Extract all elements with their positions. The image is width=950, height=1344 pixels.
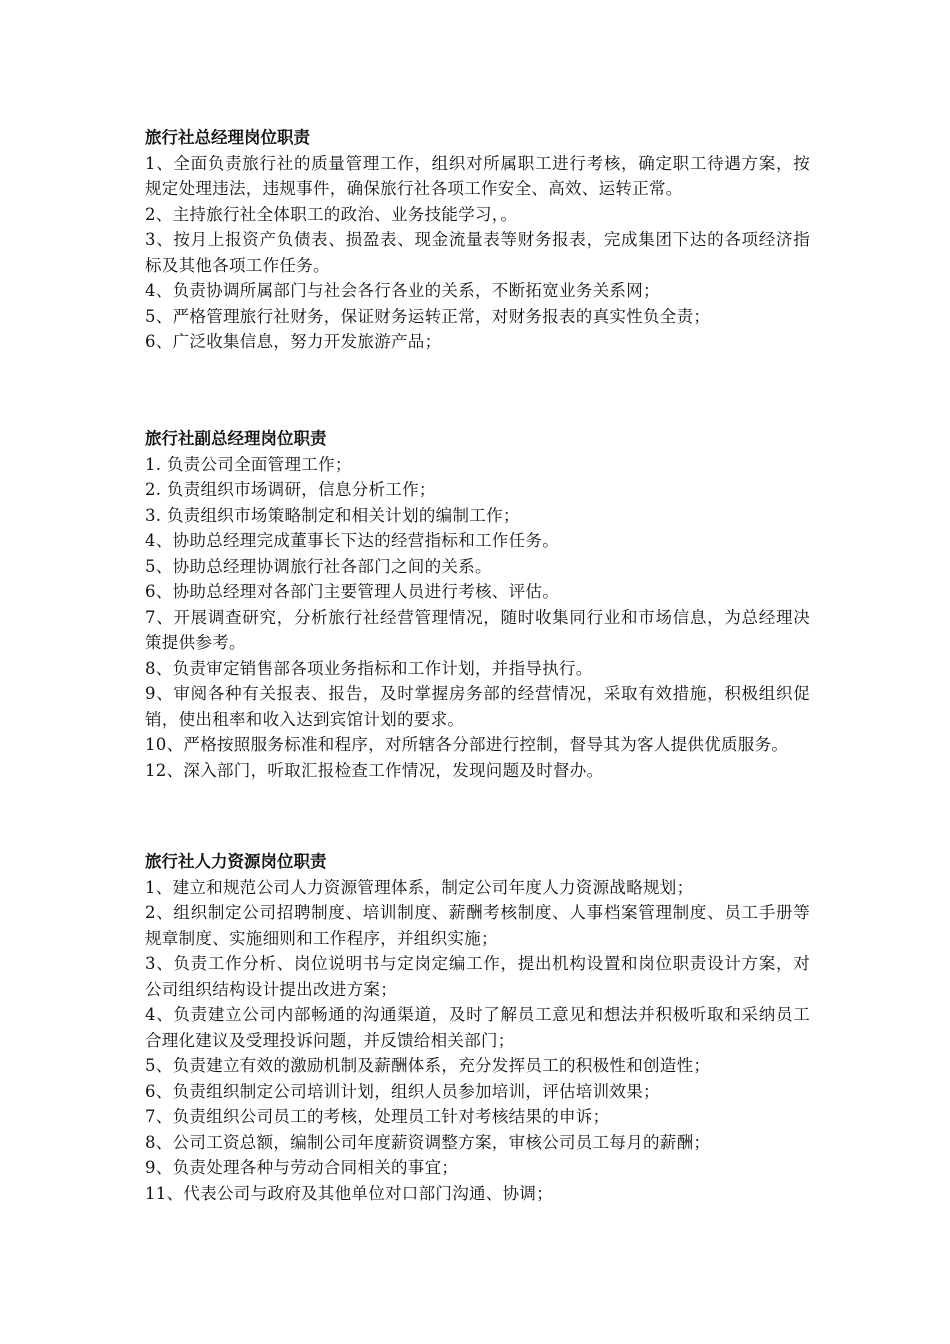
duty-item: 6、负责组织制定公司培训计划，组织人员参加培训，评估培训效果； (145, 1081, 660, 1101)
duty-item: 11、代表公司与政府及其他单位对口部门沟通、协调； (145, 1183, 553, 1203)
section-title: 旅行社总经理岗位职责 (145, 128, 310, 147)
duty-item: 3、负责工作分析、岗位说明书与定岗定编工作，提出机构设置和岗位职责设计方案，对公司组织结构设计提出改进方案； (145, 954, 810, 999)
duty-item: 3. 负责组织市场策略制定和相关计划的编制工作； (145, 505, 520, 525)
duty-item: 9、审阅各种有关报表、报告，及时掌握房务部的经营情况，采取有效措施，积极组织促销，使出租率和收入达到宾馆计划的要求。 (145, 684, 810, 729)
duty-item: 1. 负责公司全面管理工作； (145, 454, 352, 474)
section-title: 旅行社副总经理岗位职责 (145, 429, 327, 448)
duty-item: 7、开展调查研究，分析旅行社经营管理情况，随时收集同行业和市场信息，为总经理决策提供参考。 (145, 607, 810, 652)
section-general-manager (145, 125, 810, 355)
duty-item: 1、全面负责旅行社的质量管理工作，组织对所属职工进行考核，确定职工待遇方案，按规定处理违法，违规事件，确保旅行社各项工作安全、高效、运转正常。 (145, 153, 810, 198)
duty-item: 2、组织制定公司招聘制度、培训制度、薪酬考核制度、人事档案管理制度、员工手册等规章制度、实施细则和工作程序，并组织实施； (145, 903, 810, 948)
duty-item: 8、负责审定销售部各项业务指标和工作计划，并指导执行。 (145, 658, 593, 678)
duty-item: 10、严格按照服务标准和程序，对所辖各分部进行控制，督导其为客人提供优质服务。 (145, 735, 789, 754)
duty-item: 8、公司工资总额，编制公司年度薪资调整方案，审核公司员工每月的薪酬； (145, 1132, 711, 1152)
duty-item: 3、按月上报资产负债表、损盈表、现金流量表等财务报表，完成集团下达的各项经济指标及其他各项工作任务。 (145, 230, 810, 275)
duty-item: 5、协助总经理协调旅行社各部门之间的关系。 (145, 556, 492, 576)
duty-item: 7、负责组织公司员工的考核，处理员工针对考核结果的申诉； (145, 1107, 610, 1126)
duty-item: 5、负责建立有效的激励机制及薪酬体系，充分发挥员工的积极性和创造性； (145, 1056, 711, 1075)
section-human-resources (145, 849, 810, 1206)
section-title: 旅行社人力资源岗位职责 (145, 852, 327, 871)
duty-item: 1、建立和规范公司人力资源管理体系，制定公司年度人力资源战略规划； (145, 877, 694, 897)
duty-item: 12、深入部门，听取汇报检查工作情况，发现问题及时督办。 (145, 760, 604, 780)
duty-item: 2、主持旅行社全体职工的政治、业务技能学习，。 (145, 204, 518, 224)
duty-item: 9、负责处理各种与劳动合同相关的事宜； (145, 1158, 459, 1177)
duty-item: 6、协助总经理对各部门主要管理人员进行考核、评估。 (145, 582, 559, 601)
duty-item: 6、广泛收集信息，努力开发旅游产品； (145, 332, 442, 351)
duty-item: 4、负责协调所属部门与社会各行各业的关系，不断拓宽业务关系网； (145, 281, 660, 300)
duty-item: 4、负责建立公司内部畅通的沟通渠道，及时了解员工意见和想法并积极听取和采纳员工合理化建议及受理投诉问题，并反馈给相关部门； (145, 1005, 810, 1050)
duty-item: 5、严格管理旅行社财务，保证财务运转正常，对财务报表的真实性负全责； (145, 306, 711, 326)
section-deputy-general-manager (145, 426, 810, 783)
duty-item: 4、协助总经理完成董事长下达的经营指标和工作任务。 (145, 531, 559, 550)
duty-item: 2. 负责组织市场调研，信息分析工作； (145, 480, 436, 499)
